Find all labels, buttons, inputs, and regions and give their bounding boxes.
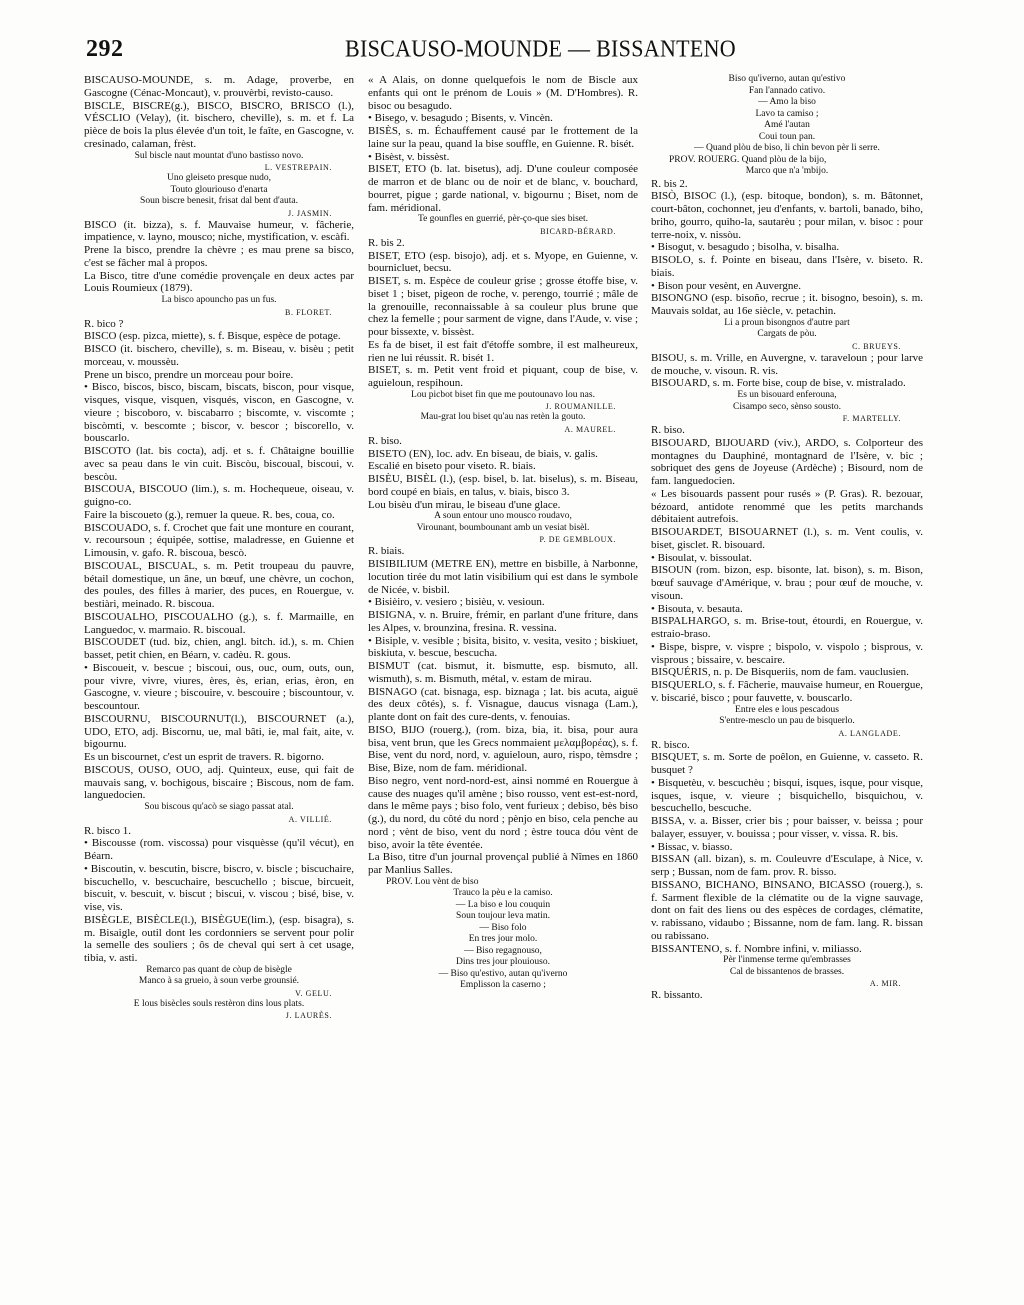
citation-author: A. MAUREL. — [564, 424, 616, 434]
citation-line: Li a proun bisongnos d'autre part — [724, 317, 850, 328]
citation-author: F. MARTELLY. — [842, 414, 901, 423]
citation-line: Touto glouriouso d'enarta — [170, 184, 268, 195]
dictionary-entry: « A Alais, on donne quelquefois le nom de Biscle aux enfants qui ont le prénom de Louis » (M. D'Hombres). R. bisoc ou besagudo. — [368, 74, 638, 112]
dictionary-entry: BISÈGLE, BISÈCLE(l.), BISÈGUE(lim.), (esp. bisagra), s. m. Bisaigle, outil dont les cordonniers se servent pour polir la semelle des souliers ; ôs de cheval qui sert à cet usage, tibia, v. asti. — [84, 913, 354, 964]
dictionary-entry: Es un biscournet, c'est un esprit de travers. R. bigorno. — [84, 751, 324, 763]
dictionary-entry: • Bisoulat, v. bissoulat. — [651, 551, 752, 564]
dictionary-entry: BISCOURNU, BISCOURNUT(l.), BISCOURNET (a.), UDO, ETO, adj. Biscornu, ue, mal bâti, ie, mal fait, aite, v. bigournu. — [84, 712, 354, 751]
dictionary-entry: BISCOUS, OUSO, OUO, adj. Quinteux, euse, qui fait de mauvais sang, v. bochigous, biscaire ; Biscous, nom de fam. languedocien. — [84, 763, 354, 802]
citation-line: Emplisson la caserno ; — [460, 980, 546, 991]
citation-line: Amé l'autan — [764, 120, 810, 130]
dictionary-entry: BISNAGO (cat. bisnaga, esp. biznaga ; lat. bis acuta, aiguë des deux côtés), s. f. Visnague, daucus visnaga (Lam.), plante dont on fait des cure-dents, v. fenouias. — [368, 685, 638, 723]
citation-author: A. LANGLADE. — [838, 728, 901, 738]
citation-line: — Biso regagnouso, — [464, 945, 542, 956]
citation-line: La bisco apouncho pas un fus. — [161, 295, 277, 305]
citation-author: V. GELU. — [295, 988, 332, 998]
dictionary-entry: • Bisquetèu, v. bescuchèu ; bisqui, isques, isque, pour visque, isques, isque, v. vieure ; bisquichello, bisquichou, v. bescuchello, bescuche. — [651, 776, 923, 815]
dictionary-entry: BISOLO, s. f. Pointe en biseau, dans l'Isère, v. biseto. R. biais. — [651, 254, 923, 279]
dictionary-entry: BISCOUDET (tud. biz, chien, angl. bitch. id.), s. m. Chien basset, petit chien, en Béarn, v. cadèu. R. gous. — [84, 636, 354, 661]
dictionary-entry: BISQUET, s. m. Sorte de poêlon, en Guienne, v. casseto. R. busquet ? — [651, 751, 923, 776]
citation-line: Manco à sa grueio, à soun verbe grounsié. — [138, 976, 300, 987]
dictionary-entry: • Biscousse (rom. viscossa) pour visquèsse (qu'il vécut), en Béarn. — [84, 837, 354, 862]
citation-line: — Biso folo — [479, 922, 527, 933]
dictionary-entry: Escalié en biseto pour viseto. R. biais. — [368, 460, 536, 473]
citation-line: Entre eles e lous pescadous — [735, 704, 839, 715]
dictionary-entry: BISMUT (cat. bismut, it. bismutte, esp. bismuto, all. wismuth), s. m. Bismuth, métal, v. estam de mirau. — [368, 660, 638, 685]
dictionary-entry: BISET, ETO (b. lat. bisetus), adj. D'une couleur composée de marron et de blanc ou de noir et de blanc, v. bouchard, bourret, pigue ; garde national, v. bigournu ; Biset, nom de fam. méridional. — [368, 163, 638, 214]
dictionary-entry: • Biscoutin, v. bescutin, biscre, biscro, v. biscle ; biscuchaire, biscuchello, v. bescuchaire, bescuchello ; biscue, bircueit, biscuit, v. bescuit, v. biscut ; biscui, v. viscou ; bisé, bise, v. vise, vis. — [84, 862, 354, 913]
column-middle — [368, 74, 638, 992]
etymology-ref: R. bisco 1. — [84, 824, 132, 837]
column-left — [84, 74, 354, 1021]
dictionary-entry: BISCO (it. bischero, cheville), s. m. Biseau, v. bisèu ; petit morceau, v. moussèu. — [84, 343, 354, 368]
citation-line: En tres jour molo. — [468, 934, 538, 945]
dictionary-entry: BISCOUAL, BISCUAL, s. m. Petit troupeau du pauvre, bétail domestique, un âne, un bœuf, une chèvre, un cochon, des poules, des filles à marier, des puces, en Rouergue, v. bestiàri, meinado. R. biscoua. — [84, 559, 354, 610]
dictionary-entry: BISÈU, BISÈL (l.), (esp. bisel, b. lat. biselus), s. m. Biseau, bord coupé en biais, en talus, v. biais, bisco 3. — [368, 473, 638, 498]
citation-author: C. BRUEYS. — [852, 341, 901, 351]
dictionary-entry: BISCLE, BISCRE(g.), BISCO, BISCRO, BRISCO (l.), VÉSCLIO (Velay), (it. bischero, cheville), s. m. et f. La pièce de bois la plus élevée d'un toit, le faîte, en Gascogne, v. cresinado, calaman, frèst. — [84, 99, 354, 150]
citation-line: Lou picbot biset fin que me poutounavo lou nas. — [411, 389, 595, 400]
dictionary-entry: La Biso, titre d'un journal provençal publié à Nîmes en 1860 par Manlius Salles. — [368, 851, 638, 876]
citation-line: — Biso qu'estivo, autan qu'iverno — [438, 968, 568, 979]
dictionary-entry: BISSAN (all. bizan), s. m. Couleuvre d'Esculape, à Nice, v. serp ; Bussan, nom de fam. prov. R. bisso. — [651, 853, 923, 878]
dictionary-entry: BISONGNO (esp. bisoño, recrue ; it. bisogno, besoin), s. m. Mauvais soldat, au 16e siècle, v. petachin. — [651, 292, 923, 317]
column-right — [651, 74, 923, 1002]
citation-author: B. FLORET. — [285, 307, 332, 317]
citation-author: BICARD-BÉRARD. — [540, 226, 616, 236]
etymology-ref: R. bis 2. — [651, 177, 688, 190]
dictionary-entry: • Bisego, v. besagudo ; Bisents, v. Vincèn. — [368, 112, 553, 125]
dictionary-entry: BISÈS, s. m. Échauffement causé par le frottement de la laine sur la peau, quand la bise souffle, en Guienne. R. bisét. — [368, 125, 638, 150]
dictionary-entry: BISOU, s. m. Vrille, en Auvergne, v. taraveloun ; pour larve de mouche, v. visoun. R. vis. — [651, 351, 923, 377]
dictionary-entry: • Bison pour vesènt, en Auvergne. — [651, 279, 801, 292]
citation-author: P. DE GEMBLOUX. — [539, 535, 616, 545]
etymology-ref: R. biso. — [651, 424, 685, 436]
dictionary-entry: BISIBILIUM (METRE EN), mettre en bisbille, à Narbonne, locution tirée du mot latin visibilium qui est dans le symbole de Nicée, v. bisbil. — [368, 558, 638, 596]
citation-line: Biso qu'iverno, autan qu'estivo — [728, 74, 846, 84]
citation-line: Virounant, boumbounant amb un vesiat bisèl. — [416, 522, 590, 533]
etymology-ref: R. bissanto. — [651, 989, 703, 1002]
dictionary-entry: BISÒ, BISOC (l.), (esp. bitoque, bondon), s. m. Bâtonnet, court-bâton, cochonnet, jeu d'enfants, v. bartoli, banado, biho, briho, gourro, quiho-la, sautarèu ; pour milan, v. bisoc : pour terre-noix, v. nissòu. — [651, 190, 923, 241]
citation-line: Es un bisouard enferouna, — [737, 390, 837, 400]
citation-line: — La biso e lou couquin — [455, 899, 551, 910]
dictionary-entry: BISPALHARGO, s. m. Brise-tout, étourdi, en Rouergue, v. estraio-braso. — [651, 615, 923, 640]
dictionary-entry: BISOUARD, BIJOUARD (viv.), ARDO, s. Colporteur des montagnes du Dauphiné, montagnard de l'Isère, v. bic ; sobriquet des gens de Joyeuse (Ardèche) ; Bisourd, nom de fam. languedocien. — [651, 436, 923, 487]
dictionary-entry: « Les bisouards passent pour rusés » (P. Gras). R. bezouar, bézoard, antidote renommé que les petits marchands débitaient autrefois. — [651, 487, 923, 526]
dictionary-entry: BISCOUA, BISCOUO (lim.), s. m. Hochequeue, oiseau, v. guigno-co. — [84, 483, 354, 508]
citation-line: Mau-grat lou biset qu'au nas retèn la gouto. — [420, 412, 586, 423]
etymology-ref: R. biais. — [368, 545, 405, 558]
citation-line: Cal de bissantenos de brasses. — [729, 966, 845, 977]
etymology-ref: R. bis 2. — [368, 236, 405, 249]
dictionary-entry: BISCAUSO-MOUNDE, s. m. Adage, proverbe, en Gascogne (Cénac-Moncaut), v. prouvèrbi, revisto-causo. — [84, 74, 354, 99]
citation-line: Trauco la pèu e la camiso. — [453, 888, 553, 899]
citation-line: Soun toujour leva matin. — [456, 911, 550, 922]
etymology-ref: R. bico ? — [84, 317, 124, 330]
citation-author: A. VILLIÉ. — [288, 814, 332, 824]
citation-line: Te gounfles en guerrié, pèr-ço-que sies biset. — [417, 214, 589, 225]
dictionary-entry: Prene un bisco, prendre un morceau pour boire. — [84, 368, 294, 381]
citation-author: A. MIR. — [869, 979, 901, 989]
dictionary-entry: BISSA, v. a. Bisser, crier bis ; pour baisser, v. beissa ; pour balayer, essuyer, v. bouissa ; pour visser, v. vissa. R. bis. — [651, 815, 923, 840]
citation-author: L. VESTREPAIN. — [264, 163, 332, 172]
citation-line: — Quand plòu de biso, li chin bevon pèr li serre. — [694, 143, 880, 153]
citation-author: J. JASMIN. — [287, 208, 332, 218]
dictionary-entry: • Bisouta, v. besauta. — [651, 602, 743, 615]
dictionary-entry: BISCOTO (lat. bis cocta), adj. et s. f. Châtaigne bouillie avec sa peau dans le vin cuit. Biscòu, biscoual, biscoui, v. bescòu. — [84, 445, 354, 483]
dictionary-entry: Biso negro, vent nord-nord-est, ainsi nommé en Rouergue à cause des nuages qu'il amène ; biso rousso, vent est-est-nord, dans le même pays ; biso folo, vent furieux ; debiso, bès biso (g.), du nord, du côté du nord ; pènjo en biso, cela penche au nord ; vènt de biso, vent du nord ; èstre touca dóu vènt de biso, avoir la tête éventée. — [368, 774, 638, 851]
dictionary-entry: Es fa de biset, il est fait d'étoffe sombre, il est malheureux, rien ne lui réussit. R. bisét 1. — [368, 338, 638, 364]
dictionary-entry: BISOUARDET, BISOUARNET (l.), s. m. Vent coulis, v. biset, gisclet. R. bisouard. — [651, 526, 923, 551]
citation-line: Cargats de pòu. — [757, 329, 817, 340]
citation-line: Sul biscle naut mountat d'uno bastisso novo. — [134, 150, 304, 161]
dictionary-entry: • Bisco, biscos, bisco, biscam, biscats, biscon, pour visque, visques, visque, visquen, visqués, viscon, en Gascogne, v. vieure ; biscoboro, v. biscabarro ; biscomte, v. viscomte ; biscòmti, v. bescomte ; biscor, v. bescor ; biscorello, v. bouscarlo. — [84, 381, 354, 445]
citation-line: Pèr l'inmense terme qu'embrasses — [723, 955, 851, 966]
dictionary-entry: BISQUÉRIS, n. p. De Bisqueriis, nom de fam. vauclusien. — [651, 666, 909, 679]
citation-line: — Amo la biso — [758, 97, 816, 107]
dictionary-entry: La Bisco, titre d'une comédie provençale en deux actes par Louis Roumieux (1879). — [84, 269, 354, 295]
dictionary-entry: • Bisiple, v. vesible ; bisita, bisito, v. vesita, vesito ; biskiuet, biskiuta, v. bescue, bescucha. — [368, 634, 638, 660]
dictionary-entry: BISQUERLO, s. f. Fâcherie, mauvaise humeur, en Rouergue, v. biscarié, bisco ; pour fauvette, v. bouscarlo. — [651, 679, 923, 704]
citation-line: Sou biscous qu'acò se siago passat atal. — [144, 802, 294, 812]
dictionary-entry: BISSANTENO, s. f. Nombre infini, v. miliasso. — [651, 942, 862, 955]
dictionary-entry: BISO, BIJO (rouerg.), (rom. biza, bia, it. bisa, pour aura bisa, vent brun, que les Grecs nommaient μελαμβορέας), s. f. Bise, vent du nord, nord, v. aguieloun, auro, rispo, tèmsdre ; Bise, Bize, nom de fam. méridional. — [368, 723, 638, 774]
citation-line: S'entre-mesclo un pau de bisquerlo. — [719, 716, 855, 726]
citation-line: A soun entour uno mousco roudavo, — [434, 511, 572, 522]
dictionary-entry: BISSANO, BICHANO, BINSANO, BICASSO (rouerg.), s. f. Sarment flexible de la clématite ou de la vigne sauvage, dont on fait des liens ou des espèces de cordages, clématite, v. rabissano, vidaubo ; Bissanne, nom de fam. lang. R. bissan ou rabissano. — [651, 878, 923, 942]
page-number: 292 — [86, 36, 124, 62]
etymology-ref: R. biso. — [368, 434, 402, 447]
dictionary-entry: BISET, ETO (esp. bisojo), adj. et s. Myope, en Guienne, v. bournicluet, becsu. — [368, 249, 638, 275]
dictionary-entry: BISCO (esp. pizca, miette), s. f. Bisque, espèce de potage. — [84, 330, 341, 343]
dictionary-entry: BISOUN (rom. bizon, esp. bisonte, lat. bison), s. m. Bison, bœuf sauvage d'Amérique, v. brau ; pour œuf de mouche, v. visoun. — [651, 564, 923, 602]
dictionary-entry: • Bisogut, v. besagudo ; bisolha, v. bisalha. — [651, 241, 840, 254]
citation-line: Soun biscre benesit, frisat dal bent d'auta. — [140, 196, 298, 206]
dictionary-entry: • Biscoueit, v. bescue ; biscoui, ous, ouc, oum, outs, oun, pour vivre, vivre, viures, ères, ès, erian, erias, èron, en Gascogne, v. vieure ; biscouire, v. bescouire ; biscountour, v. bescountour. — [84, 661, 354, 712]
proverb-line: PROV. Lou vènt de biso — [386, 876, 479, 887]
citation-line: Uno gleiseto presque nudo, — [167, 173, 271, 183]
dictionary-entry: • Bissac, v. biasso. — [651, 840, 733, 853]
proverb-line: PROV. ROUERG. Quand plòu de la bijo, — [669, 154, 827, 165]
dictionary-entry: • Bisièiro, v. vesiero ; bisièu, v. vesioun. — [368, 596, 545, 609]
dictionary-entry: BISET, s. m. Espèce de couleur grise ; grosse étoffe bise, v. biset 1 ; biset, pigeon de roche, v. perengo, tourrié ; mâle de la grenouille, reconnaissable à sa couleur plus brune que chez la femelle ; pour sarment de vigne, dans l'Aude, v. vise ; pour bissexte, v. bissèst. — [368, 275, 638, 338]
citation-author: J. LAURÈS. — [285, 1011, 332, 1021]
citation-line: Dins tres jour plouiouso. — [456, 957, 550, 968]
dictionary-entry: Lou bisèu d'un mirau, le biseau d'une glace. — [368, 498, 561, 511]
dictionary-entry: • Bisèst, v. bissèst. — [368, 150, 450, 163]
dictionary-entry: BISETO (EN), loc. adv. En biseau, de biais, v. galis. — [368, 447, 598, 460]
dictionary-entry: BISCOUALHO, PISCOUALHO (g.), s. f. Marmaille, en Languedoc, v. marmaio. R. biscoual. — [84, 610, 354, 636]
etymology-ref: R. bisco. — [651, 738, 690, 751]
citation-line: Lavo ta camiso ; — [755, 108, 819, 119]
citation-line: Marco que n'a 'mbijo. — [745, 166, 829, 176]
dictionary-entry: BISCOUADO, s. f. Crochet que fait une monture en courant, v. recoursoun ; équipée, sottise, maladresse, en Guienne et Limousin, v. gafo. R. biscoua, bescò. — [84, 521, 354, 559]
dictionary-entry: BISCO (it. bizza), s. f. Mauvaise humeur, v. fâcherie, impatience, v. layno, mousco; niche, mystification, v. escàfi. — [84, 218, 354, 244]
citation-line: Fan l'annado cativo. — [748, 85, 826, 96]
dictionary-entry: BISET, s. m. Petit vent froid et piquant, coup de bise, v. aguieloun, respihoun. — [368, 364, 638, 389]
dictionary-entry: BISIGNA, v. n. Bruire, frémir, en parlant d'une friture, dans les Alpes, v. brounzina, fresina. R. vessina. — [368, 609, 638, 634]
dictionary-entry: • Bispe, bispre, v. vispre ; bispolo, v. vispolo ; bisprous, v. visprous ; bissaire, v. bescaire. — [651, 640, 923, 666]
citation-author: J. ROUMANILLE. — [545, 402, 616, 412]
citation-line: Remarco pas quant de còup de bisègle — [146, 964, 292, 975]
citation-line: Cisampo seco, sènso sousto. — [733, 401, 841, 412]
dictionary-entry: BISOUARD, s. m. Forte bise, coup de bise, v. mistralado. — [651, 377, 906, 390]
citation-line: E lous bisècles souls restèron dins lous plats. — [133, 998, 305, 1009]
dictionary-entry: Prene la bisco, prendre la chèvre ; es mau prene sa bisco, c'est se fâcher mal à propos. — [84, 244, 354, 269]
dictionary-entry: Faire la biscoueto (g.), remuer la queue. R. bes, coua, co. — [84, 508, 335, 521]
running-head: BISCAUSO-MOUNDE — BISSANTENO — [345, 34, 736, 62]
citation-line: Coui toun pan. — [758, 131, 816, 142]
